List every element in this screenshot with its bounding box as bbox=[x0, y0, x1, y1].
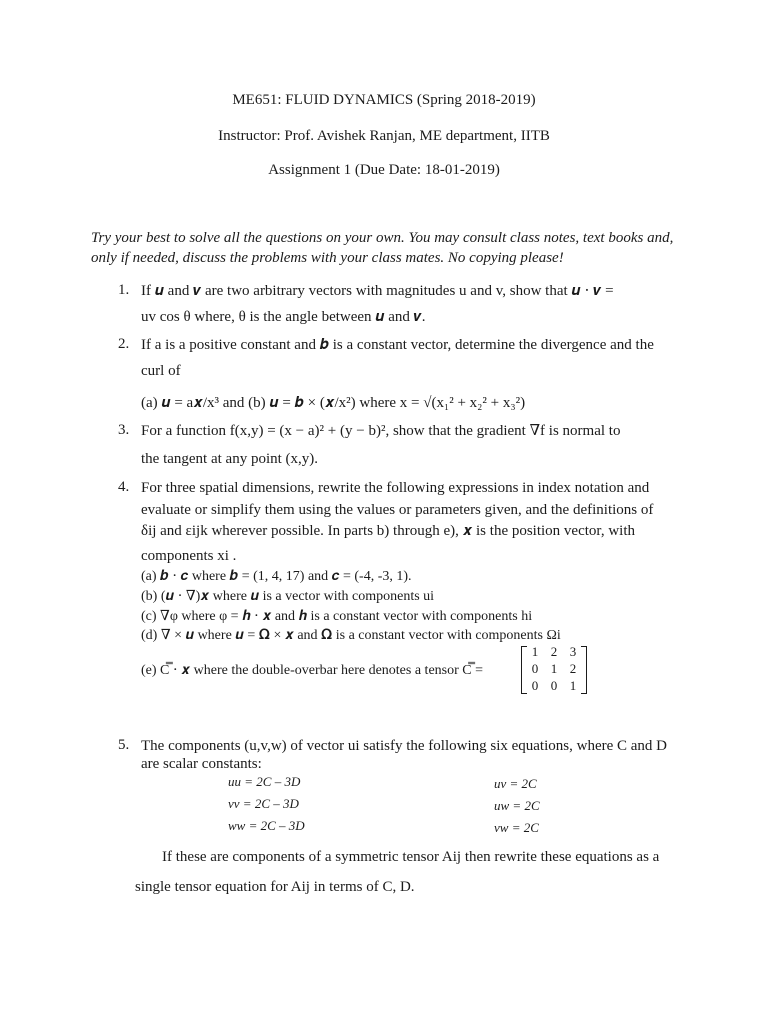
equation-right: uv = 2C bbox=[494, 776, 537, 791]
q2-line-2: curl of bbox=[141, 363, 181, 379]
matrix-cell: 1 bbox=[531, 644, 539, 659]
matrix-cell: 0 bbox=[531, 678, 539, 693]
q3-line-2: the tangent at any point (x,y). bbox=[141, 451, 319, 467]
q1-line-1: If 𝒖 and 𝒗 are two arbitrary vectors with magnitudes u and v, show that 𝒖 ⋅ 𝒗 = bbox=[141, 283, 614, 299]
q5-line-1: The components (u,v,w) of vector ui satisfy the following six equations, where C and D bbox=[141, 738, 667, 754]
q5-number: 5. bbox=[118, 737, 130, 753]
instructor-line: Instructor: Prof. Avishek Ranjan, ME department, IITB bbox=[218, 128, 550, 144]
matrix-cell: 0 bbox=[550, 678, 558, 693]
q4-line-1: For three spatial dimensions, rewrite the following expressions in index notation and bbox=[141, 480, 650, 496]
q4-line-2: evaluate or simplify them using the values or parameters given, and the definitions of bbox=[141, 502, 654, 518]
q3-number: 3. bbox=[118, 422, 130, 438]
assignment-line: Assignment 1 (Due Date: 18-01-2019) bbox=[268, 162, 500, 178]
equation-right: vw = 2C bbox=[494, 820, 539, 835]
intro-line-1: Try your best to solve all the questions on your own. You may consult class notes, text books and, bbox=[91, 230, 674, 246]
matrix-cell: 1 bbox=[550, 661, 558, 676]
q2-parts: (a) 𝒖 = a𝒙/x³ and (b) 𝒖 = 𝒃 × (𝒙/x²) where x = √(x₁² + x₂² + x₃²) bbox=[141, 395, 526, 411]
matrix-cell: 3 bbox=[569, 644, 577, 659]
equation-left: ww = 2C – 3D bbox=[228, 818, 305, 833]
q3-line-1: For a function f(x,y) = (x − a)² + (y − b)², show that the gradient ∇f is normal to bbox=[141, 423, 621, 439]
tensor-matrix bbox=[521, 644, 587, 694]
q4-part-b: (b) (𝒖 ⋅ ∇)𝒙 where 𝒖 is a vector with components ui bbox=[141, 589, 435, 604]
matrix-cell: 0 bbox=[531, 661, 539, 676]
q5-line-3: If these are components of a symmetric tensor Aij then rewrite these equations as a bbox=[162, 849, 660, 865]
equation-right: uw = 2C bbox=[494, 798, 540, 813]
q5-line-4: single tensor equation for Aij in terms of C, D. bbox=[135, 879, 415, 895]
q4-part-e: (e) C̿ ⋅ 𝒙 where the double-overbar here denotes a tensor C̿ = bbox=[141, 663, 484, 678]
q4-line-3: δij and εijk wherever possible. In parts b) through e), 𝒙 is the position vector, with bbox=[141, 523, 635, 539]
course-title: ME651: FLUID DYNAMICS (Spring 2018-2019) bbox=[232, 92, 536, 108]
q4-number: 4. bbox=[118, 479, 130, 495]
q1-number: 1. bbox=[118, 282, 130, 298]
q4-line-4: components xi . bbox=[141, 548, 237, 564]
q5-line-2: are scalar constants: bbox=[141, 756, 262, 772]
matrix-cell: 1 bbox=[569, 678, 577, 693]
q4-part-d: (d) ∇ × 𝒖 where 𝒖 = 𝛀 × 𝒙 and 𝛀 is a constant vector with components Ωi bbox=[141, 628, 561, 643]
q4-part-a: (a) 𝒃 ⋅ 𝒄 where 𝒃 = (1, 4, 17) and 𝒄 = (-4, -3, 1). bbox=[141, 569, 412, 584]
q2-number: 2. bbox=[118, 336, 130, 352]
matrix-cell: 2 bbox=[569, 661, 577, 676]
matrix-right-bracket bbox=[581, 646, 587, 694]
q2-line-1: If a is a positive constant and 𝒃 is a constant vector, determine the divergence and the bbox=[141, 337, 654, 353]
equation-left: uu = 2C – 3D bbox=[228, 774, 301, 789]
equation-left: vv = 2C – 3D bbox=[228, 796, 299, 811]
matrix-cell: 2 bbox=[550, 644, 558, 659]
q1-line-2: uv cos θ where, θ is the angle between 𝒖 and 𝒗. bbox=[141, 309, 426, 325]
q4-part-c: (c) ∇φ where φ = 𝒉 ⋅ 𝒙 and 𝒉 is a constant vector with components hi bbox=[141, 609, 533, 624]
intro-line-2: only if needed, discuss the problems with your class mates. No copying please! bbox=[91, 250, 564, 266]
